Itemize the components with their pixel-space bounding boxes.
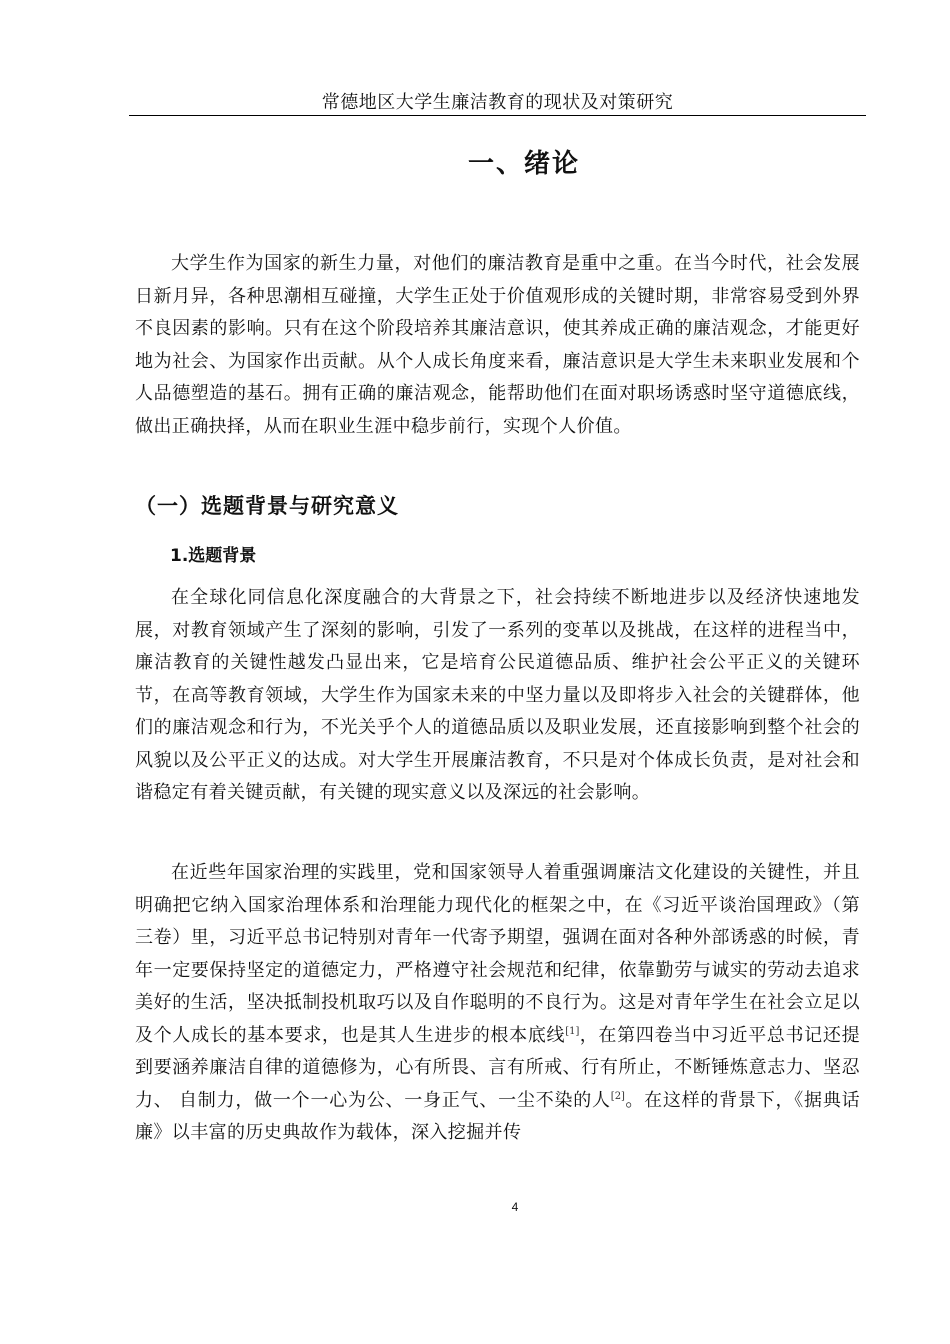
background-paragraph-2 [135, 857, 860, 1150]
citation-link[interactable]: [2] [610, 1090, 625, 1102]
citation-link[interactable]: [1] [565, 1025, 580, 1037]
intro-paragraph: 大学生作为国家的新生力量，对他们的廉洁教育是重中之重。在当今时代，社会发展日新月异，各种思潮相互碰撞，大学生正处于价值观形成的关键时期，非常容易受到外界不良因素的影响。只有在这个阶段培养其廉洁意识，使其养成正确的廉洁观念，才能更好地为社会、为国家作出贡献。从个人成长角度来看，廉洁意识是大学生未来职业发展和个人品德塑造的基石。拥有正确的廉洁观念，能帮助他们在面对职场诱惑时坚守道德底线，做出正确抉择，从而在职业生涯中稳步前行，实现个人价值。 [135, 253, 860, 437]
header-rule [129, 115, 866, 116]
paragraph-text: ，在第四卷当中习近平总书记还提到要涵养廉洁自律的道德修为，心有所畏、言有所戒、行有所止，不断锤炼意志力、坚忍力、 自制力，做一个一心为公、一身正气、一尘不染的人 [135, 1024, 860, 1111]
background-paragraph-1: 在全球化同信息化深度融合的大背景之下，社会持续不断地进步以及经济快速地发展，对教育领域产生了深刻的影响，引发了一系列的变革以及挑战，在这样的进程当中，廉洁教育的关键性越发凸显出来，它是培育公民道德品质、维护社会公平正义的关键环节，在高等教育领域，大学生作为国家未来的中坚力量以及即将步入社会的关键群体，他们的廉洁观念和行为，不光关乎个人的道德品质以及职业发展，还直接影响到整个社会的风貌以及公平正义的达成。对大学生开展廉洁教育，不只是对个体成长负责，是对社会和谐稳定有着关键贡献，有关键的现实意义以及深远的社会影响。 [135, 587, 860, 803]
paragraph-text: 在近些年国家治理的实践里，党和国家领导人着重强调廉洁文化建设的关键性，并且明确把它纳入国家治理体系和治理能力现代化的框架之中，在《习近平谈治国理政》（第三卷）里，习近平总书记特别对青年一代寄予期望，强调在面对各种外部诱惑的时候，青年一定要保持坚定的道德定力，严格遵守社会规范和纪律，依靠勤劳与诚实的劳动去追求美好的生活，坚决抵制投机取巧以及自作聪明的不良行为。这是对青年学生在社会立足以及个人成长的基本要求，也是其人生进步的根本底线 [135, 862, 860, 1046]
page-number: 4 [511, 1200, 519, 1214]
section-heading: （一）选题背景与研究意义 [135, 494, 399, 518]
chapter-title: 一、绪论 [467, 149, 580, 179]
subsection-heading: 1.选题背景 [170, 546, 257, 566]
paragraph-text: 。在这样的背景下，《据典话廉》以丰富的历史典故作为载体，深入挖掘并传 [135, 1089, 861, 1143]
running-header: 常德地区大学生廉洁教育的现状及对策研究 [321, 92, 674, 113]
